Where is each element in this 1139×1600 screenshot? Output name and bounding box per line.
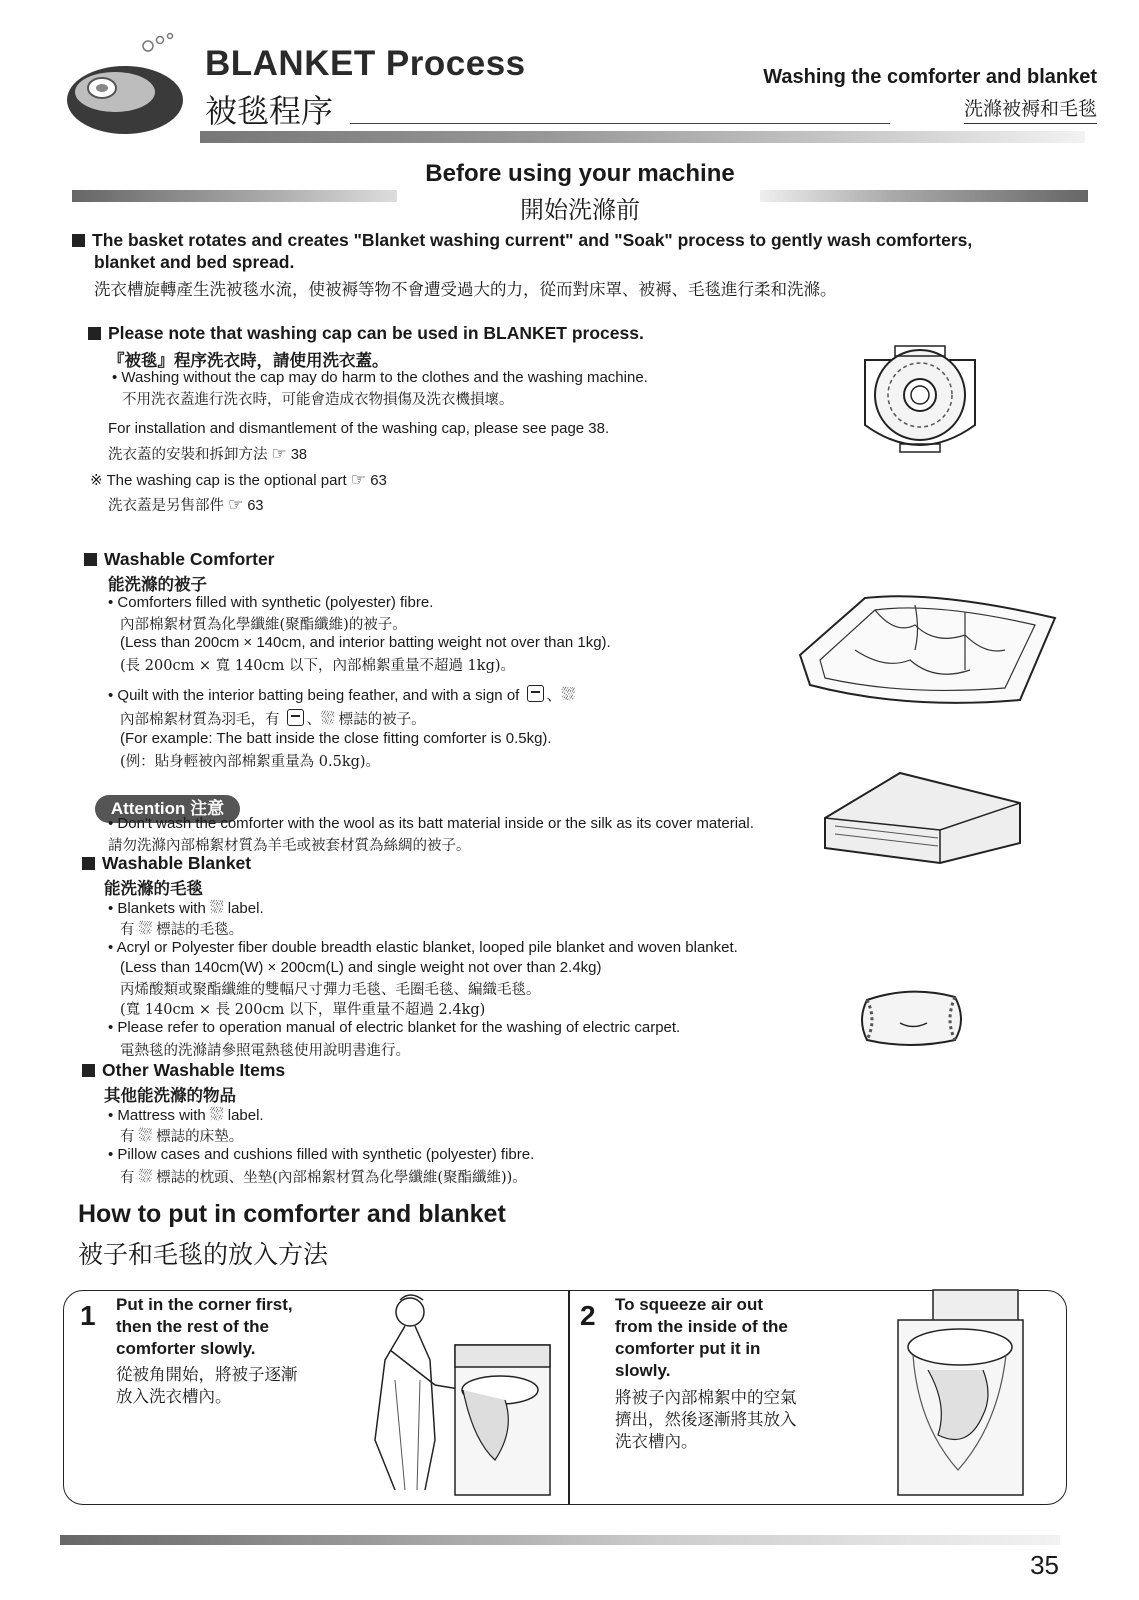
step-1-number: 1	[80, 1300, 96, 1331]
pointing-hand-icon: ☞	[350, 470, 367, 490]
cap-optional-text: ※ The washing cap is the optional part ☞ 63	[90, 470, 387, 490]
header-rule	[350, 123, 890, 124]
step-2-line-3: comforter put it in	[615, 1339, 761, 1358]
comforter-bullet-2-note: (For example: The batt inside the close fitting comforter is 0.5kg).	[120, 730, 552, 747]
page-title: BLANKET Process	[205, 44, 526, 83]
attention-text-zh: 請勿洗滌內部棉絮材質為羊毛或被套材質為絲綢的被子。	[108, 838, 471, 854]
intro-line-1: The basket rotates and creates "Blanket washing current" and "Soak" process to gently wash comforters,	[72, 230, 972, 251]
comforter-heading: Washable Comforter	[84, 549, 275, 570]
step-2-zh-3: 洗衣槽內。	[615, 1432, 698, 1451]
step-2-line-1: To squeeze air out	[615, 1295, 763, 1314]
step-1-line-2: then the rest of the	[116, 1317, 270, 1336]
comforter-bullet-2-zh: 內部棉絮材質為羽毛，有 、⛆ 標誌的被子。	[120, 709, 426, 729]
other-heading: Other Washable Items	[82, 1060, 285, 1081]
cap-install-text: For installation and dismantlement of the washing cap, please see page 38.	[108, 420, 610, 437]
other-bullet-2: • Pillow cases and cushions filled with synthetic (polyester) fibre.	[108, 1146, 535, 1163]
comforter-illustration	[795, 590, 1060, 710]
cap-note-heading-zh: 『被毯』程序洗衣時，請使用洗衣蓋。	[108, 351, 389, 370]
cap-note-heading: Please note that washing cap can be used in BLANKET process.	[88, 323, 644, 344]
section-title: Before using your machine	[425, 160, 735, 187]
cap-note-bullet-zh: 不用洗衣蓋進行洗衣時，可能會造成衣物損傷及洗衣機損壞。	[122, 392, 514, 408]
chapter-title: Washing the comforter and blanket	[763, 66, 1097, 88]
hand-wash-symbol-icon: ⛆	[321, 709, 335, 729]
howto-title: How to put in comforter and blanket	[78, 1200, 506, 1228]
blanket-bullet-2-note: (Less than 140cm(W) × 200cm(L) and single weight not over than 2.4kg)	[120, 959, 602, 976]
bullet-square-icon	[88, 327, 101, 340]
blanket-bullet-2: • Acryl or Polyester fiber double breadth elastic blanket, looped pile blanket and woven blanket.	[108, 939, 738, 956]
step-2-line-2: from the inside of the	[615, 1317, 788, 1336]
step-2-number: 2	[580, 1300, 596, 1331]
attention-text: • Don't wash the comforter with the wool as its batt material inside or the silk as its cover material.	[108, 815, 754, 832]
other-bullet-1-zh: 有 ⛆ 標誌的床墊。	[120, 1126, 244, 1146]
step-1-zh-2: 放入洗衣槽內。	[116, 1387, 232, 1406]
blanket-bullet-2-note-zh: (寬 140cm × 長 200cm 以下，單件重量不超過 2.4kg)	[120, 1002, 486, 1018]
hand-wash-symbol-icon: ⛆	[209, 898, 224, 918]
attention-badge: Attention 注意	[95, 795, 240, 823]
cap-optional-zh: 洗衣蓋是另售部件 ☞ 63	[108, 495, 264, 515]
other-bullet-1: • Mattress with ⛆ label.	[108, 1105, 264, 1125]
section-bar-left	[72, 190, 397, 202]
step-2-zh-2: 擠出，然後逐漸將其放入	[615, 1410, 797, 1429]
step-1-line-1: Put in the corner first,	[116, 1295, 293, 1314]
comforter-bullet-1: • Comforters filled with synthetic (polyester) fibre.	[108, 594, 434, 611]
bullet-square-icon	[72, 234, 85, 247]
steps-divider	[568, 1290, 570, 1505]
bullet-square-icon	[84, 553, 97, 566]
person-loading-washer-illustration	[355, 1290, 565, 1500]
step-2-line-4: slowly.	[615, 1361, 671, 1380]
bullet-square-icon	[82, 857, 95, 870]
pointing-hand-icon: ☞	[271, 444, 287, 464]
section-title-zh: 開始洗滌前	[520, 196, 640, 224]
step-2-zh-1: 將被子內部棉絮中的空氣	[615, 1388, 797, 1407]
comforter-bullet-1-zh: 內部棉絮材質為化學纖維(聚酯纖維)的被子。	[120, 617, 407, 633]
blanket-bullet-3-zh: 電熱毯的洗滌請參照電熱毯使用說明書進行。	[120, 1043, 410, 1059]
blanket-bullet-1: • Blankets with ⛆ label.	[108, 898, 264, 918]
cap-install-zh: 洗衣蓋的安裝和拆卸方法 ☞ 38	[108, 444, 307, 464]
hand-wash-symbol-icon: ⛆	[209, 1105, 224, 1125]
cap-note-bullet: • Washing without the cap may do harm to the clothes and the washing machine.	[112, 369, 648, 386]
other-bullet-2-zh: 有 ⛆ 標誌的枕頭、坐墊(內部棉絮材質為化學纖維(聚酯纖維))。	[120, 1167, 527, 1187]
step-1-zh-1: 從被角開始，將被子逐漸	[116, 1365, 298, 1384]
hand-wash-symbol-icon: ⛆	[138, 1126, 153, 1146]
step-1-line-3: comforter slowly.	[116, 1339, 256, 1358]
footer-bar	[60, 1535, 1060, 1545]
comforter-heading-zh: 能洗滌的被子	[108, 575, 207, 594]
blanket-bullet-3: • Please refer to operation manual of electric blanket for the washing of electric carpet.	[108, 1019, 681, 1036]
dry-clean-symbol-icon	[287, 709, 304, 726]
folded-blanket-illustration	[820, 768, 1025, 868]
blanket-heading-zh: 能洗滌的毛毯	[104, 879, 203, 898]
pointing-hand-icon: ☞	[228, 495, 244, 515]
section-bar-right	[760, 190, 1088, 202]
bullet-square-icon	[82, 1064, 95, 1077]
intro-zh: 洗衣槽旋轉產生洗被毯水流，使被褥等物不會遭受過大的力，從而對床罩、被褥、毛毯進行柔和洗滌。	[94, 280, 837, 299]
hand-wash-symbol-icon: ⛆	[138, 919, 153, 939]
hand-wash-symbol-icon: ⛆	[561, 685, 576, 705]
hand-wash-symbol-icon: ⛆	[138, 1167, 153, 1187]
blanket-bullet-1-zh: 有 ⛆ 標誌的毛毯。	[120, 919, 244, 939]
washer-with-comforter-illustration	[888, 1285, 1028, 1500]
chapter-title-zh: 洗滌被褥和毛毯	[964, 94, 1097, 124]
header-bar	[200, 131, 1085, 143]
howto-title-zh: 被子和毛毯的放入方法	[78, 1240, 329, 1269]
other-heading-zh: 其他能洗滌的物品	[104, 1086, 236, 1105]
page-title-zh: 被毯程序	[205, 92, 334, 130]
page-number: 35	[1030, 1550, 1059, 1580]
blanket-bullet-2-zh: 丙烯酸類或聚酯纖維的雙幅尺寸彈力毛毯、毛圈毛毯、編織毛毯。	[120, 982, 541, 998]
blanket-logo-icon	[60, 30, 200, 140]
comforter-bullet-2: • Quilt with the interior batting being feather, and with a sign of 、⛆	[108, 685, 576, 705]
comforter-bullet-1-note-zh: (長 200cm × 寬 140cm 以下，內部棉絮重量不超過 1kg)。	[120, 658, 516, 674]
comforter-bullet-1-note: (Less than 200cm × 140cm, and interior batting weight not over than 1kg).	[120, 634, 611, 651]
washing-cap-illustration	[855, 340, 985, 460]
comforter-bullet-2-note-zh: (例：貼身輕被內部棉絮重量為 0.5kg)。	[120, 754, 381, 770]
blanket-heading: Washable Blanket	[82, 853, 251, 874]
cushion-illustration	[855, 985, 970, 1050]
dry-clean-symbol-icon	[527, 685, 544, 702]
intro-line-2: blanket and bed spread.	[94, 252, 295, 272]
